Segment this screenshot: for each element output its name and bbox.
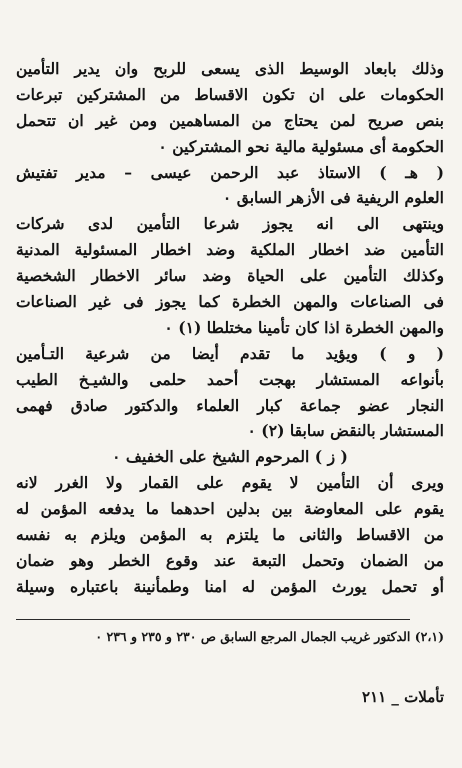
- section-heading-zay: ( ز ) المرحوم الشيخ على الخفيف ٠: [112, 447, 348, 467]
- text-line: أو تحمل يورث المؤمن له امنا وطمأنينة باعتباره وسيلة: [16, 576, 444, 596]
- section-heading-he: ( هـ ) الاستاذ عبد الرحمن عيسى – مدير تفتيش: [16, 162, 444, 182]
- text-line: فى الصناعات والمهن الخطرة كما يجوز فى غير الصناعات: [16, 292, 444, 312]
- text-line: من الضمان وتحمل التبعة عند وقوع الخطر وهو ضمان: [16, 550, 444, 570]
- text-line: الحكومات على ان تكون الاقساط من المشتركين تبرعات: [16, 84, 444, 104]
- section-heading-waw: ( و ) ويؤيد ما تقدم أيضا من شرعية التـأمين: [16, 343, 444, 363]
- text-line: التأمين ضد اخطار الملكية وضد اخطار المسئولية المدنية: [16, 240, 444, 260]
- page-footer: تأملات _ ٢١١: [362, 688, 444, 706]
- footnote-divider: [16, 619, 410, 620]
- text-line: الحكومة أى مسئولية مالية نحو المشتركين ٠: [158, 136, 444, 156]
- text-line: من الاقساط والثانى ما يلتزم به المؤمن ويلزم به نفسه: [16, 525, 444, 545]
- text-line: النجار عضو جماعة كبار العلماء والدكتور صادق فهمى: [16, 395, 444, 415]
- text-line: بأنواعه المستشار بهجت أحمد حلمى والشيـخ الطيب: [16, 369, 444, 389]
- text-line: يقوم على المعاوضة بين بدلين احدهما ما يدفعه المؤمن له: [16, 499, 444, 519]
- text-line: والمهن الخطرة اذا كان تأمينا مختلطا (١) ٠: [164, 317, 444, 337]
- text-line: العلوم الريفية فى الأزهر السابق ٠: [222, 188, 444, 208]
- text-line: وذلك بابعاد الوسيط الذى يسعى للربح وان يدير التأمين: [16, 59, 444, 78]
- text-line: ويرى أن التأمين لا يقوم على القمار ولا الغرر لانه: [16, 473, 444, 493]
- text-line: المستشار بالنقض سابقا (٢) ٠: [247, 421, 444, 441]
- footnote: (٢،١) الدكتور غريب الجمال المرجع السابق ص ٢٣٠ و ٢٣٥ و ٢٣٦ ٠: [95, 629, 444, 644]
- body-text: [16, 56, 444, 600]
- text-line: بنص صريح لمن يحتاج من المساهمين ومن غير ان تتحمل: [16, 110, 444, 130]
- text-line: وكذلك التأمين على الحياة وضد سائر الاخطار الشخصية: [16, 266, 444, 286]
- text-line: وينتهى الى انه يجوز شرعا التأمين لدى شركات: [16, 214, 444, 234]
